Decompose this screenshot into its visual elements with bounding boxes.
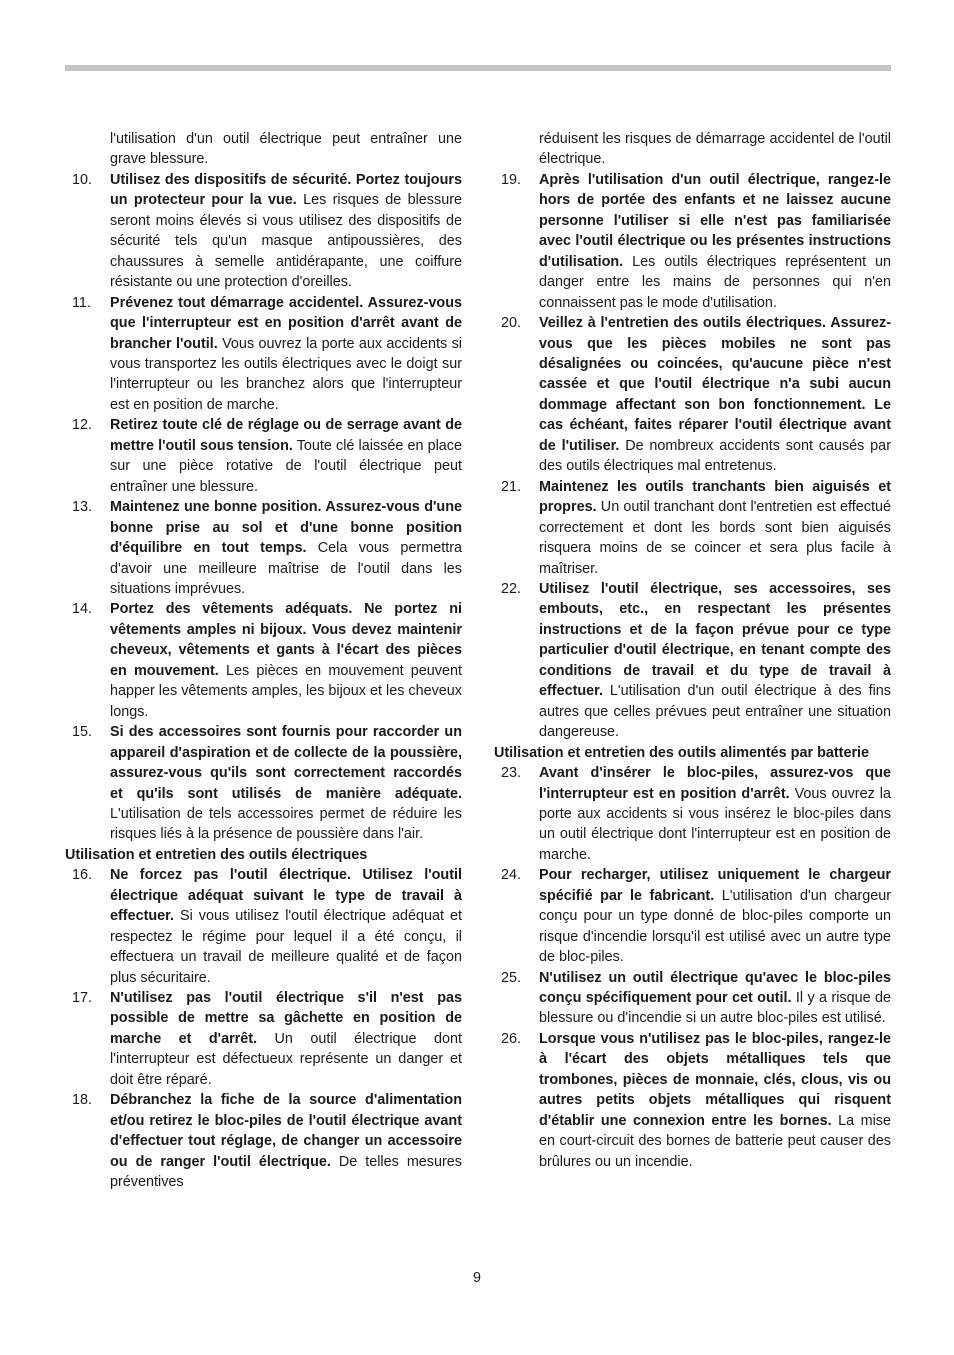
item-body <box>110 497 462 599</box>
item-text: L'utilisation de tels accessoires permet de réduire les risques liés à la présence de poussière dans l'air. <box>110 805 462 843</box>
item-body <box>110 293 462 416</box>
item-body <box>539 763 891 865</box>
safety-item <box>494 579 891 743</box>
left-column <box>65 129 462 1193</box>
safety-item <box>494 477 891 579</box>
item-body <box>110 988 462 1090</box>
item-bold-text: Utilisez des dispositifs de sécurité. Portez toujours un protecteur pour la vue. <box>110 171 462 209</box>
item-bold-text: Portez des vêtements adéquats. Ne portez ni vêtements amples ni bijoux. Vous devez maintenir cheveux, vêtements et gants à l'écart des pièces en mouvement. <box>110 601 462 679</box>
item-text: Vous ouvrez la porte aux accidents si vous transportez les outils électriques avec le doigt sur l'interrupteur ou les branchez alors que l'interrupteur est en position de marche. <box>110 335 462 413</box>
item-bold-text: Utilisez l'outil électrique, ses accessoires, ses embouts, etc., en respectant les présentes instructions et de la façon prévue pour ce type particulier d'outil électrique, en tenant compte des conditions de travail et du type de travail à effectuer. <box>539 580 891 700</box>
item-bold-text: Veillez à l'entretien des outils électriques. Assurez-vous que les pièces mobiles ne sont pas désalignées ou coincées, qu'aucune pièce n'est cassée et que l'outil électrique n'a subi aucun dommage affectant son bon fonctionnement. Le cas échéant, faites réparer l'outil électrique avant de l'utiliser. <box>539 315 891 454</box>
page-number: 9 <box>472 1270 481 1286</box>
item-number: 26. <box>501 1030 522 1047</box>
item-number: 15. <box>72 724 93 741</box>
safety-item <box>494 865 891 967</box>
item-body <box>539 313 891 477</box>
item-bold-text: Prévenez tout démarrage accidentel. Assurez-vous que l'interrupteur est en position d'arrêt avant de brancher l'outil. <box>110 294 462 352</box>
item-number: 23. <box>501 765 522 782</box>
item-body <box>539 579 891 743</box>
item-bold-text: N'utilisez pas l'outil électrique s'il n'est pas possible de mettre sa gâchette en position de marche et d'arrêt. <box>110 990 462 1047</box>
safety-item <box>65 170 462 293</box>
section-heading: Utilisation et entretien des outils électriques <box>65 846 368 863</box>
item-body <box>110 722 462 845</box>
item-number: 10. <box>72 171 93 188</box>
item-list <box>65 865 462 1192</box>
item-number: 22. <box>501 580 522 597</box>
item-body <box>110 599 462 722</box>
item-text: Les outils électriques représentent un danger entre les mains de personnes qui n'en connaissent pas le mode d'utilisation. <box>539 253 891 311</box>
item-text: La mise en court-circuit des bornes de batterie peut causer des brûlures ou un incendie. <box>539 1112 891 1170</box>
safety-item <box>65 722 462 845</box>
item-bold-text: Retirez toute clé de réglage ou de serrage avant de mettre l'outil sous tension. <box>110 417 462 454</box>
item-number: 14. <box>72 601 93 618</box>
item-text: De nombreux accidents sont causés par des outils électriques mal entretenus. <box>539 437 891 475</box>
item-bold-text: Débranchez la fiche de la source d'alimentation et/ou retirez le bloc-piles de l'outil électrique avant d'effectuer tout réglage, de changer un accessoire ou de ranger l'outil électrique. <box>110 1092 462 1170</box>
item-body <box>110 170 462 293</box>
safety-item <box>65 988 462 1090</box>
item-bold-text: Ne forcez pas l'outil électrique. Utilisez l'outil électrique adéquat suivant le type de travail à effectuer. <box>110 867 462 925</box>
safety-item <box>65 865 462 988</box>
continued-text: réduisent les risques de démarrage accidentel de l'outil électrique. <box>539 131 891 168</box>
safety-item <box>65 415 462 497</box>
item-body <box>539 968 891 1029</box>
item-number: 16. <box>72 867 93 884</box>
item-text: Les pièces en mouvement peuvent happer les vêtements amples, les bijoux et les cheveux longs. <box>110 662 462 720</box>
item-number: 18. <box>72 1092 93 1109</box>
item-number: 12. <box>72 417 93 434</box>
item-body <box>539 170 891 313</box>
item-text: Toute clé laissée en place sur une pièce rotative de l'outil électrique peut entraîner une blessure. <box>110 437 462 495</box>
item-bold-text: Pour recharger, utilisez uniquement le chargeur spécifié par le fabricant. <box>539 867 891 904</box>
item-body <box>110 865 462 988</box>
item-text: L'utilisation d'un outil électrique à des fins autres que celles prévues peut entraîner une situation dangereuse. <box>539 683 891 741</box>
section-heading: Utilisation et entretien des outils alimentés par batterie <box>494 744 870 761</box>
item-bold-text: Maintenez une bonne position. Assurez-vous d'une bonne prise au sol et d'une bonne position d'équilibre en tout temps. <box>110 499 462 557</box>
item-body <box>110 1090 462 1192</box>
safety-item <box>65 1090 462 1192</box>
item-text: Un outil tranchant dont l'entretien est effectué correctement et dont les bords sont bien aiguisés risquera moins de se coincer et sera plus facile à maîtriser. <box>539 499 891 577</box>
item-number: 17. <box>72 990 93 1007</box>
continued-text: l'utilisation d'un outil électrique peut entraîner une grave blessure. <box>110 131 462 168</box>
safety-item <box>494 763 891 865</box>
item-text: Vous ouvrez la porte aux accidents si vous insérez le bloc-piles dans un outil électrique dont l'interrupteur est en position de marche. <box>539 785 891 863</box>
item-list <box>494 170 891 743</box>
item-list <box>494 763 891 1172</box>
item-text: Un outil électrique dont l'interrupteur est défectueux représente un danger et doit être réparé. <box>110 1030 463 1088</box>
item-number: 11. <box>72 294 91 311</box>
item-bold-text: Maintenez les outils tranchants bien aiguisés et propres. <box>539 478 891 516</box>
item-text: Il y a risque de blessure ou d'incendie si un autre bloc-piles est utilisé. <box>539 990 891 1027</box>
item-text: Les risques de blessure seront moins élevés si vous utilisez des dispositifs de sécurité tels qu'un masque antipoussières, des chaussures à semelle antidérapante, une coiffure résistante ou une protection d'oreilles. <box>110 192 462 291</box>
item-body <box>539 865 891 967</box>
item-number: 19. <box>501 171 522 188</box>
item-body <box>539 477 891 579</box>
item-number: 13. <box>72 499 93 516</box>
item-text: Si vous utilisez l'outil électrique adéquat et respectez le régime pour lequel il a été conçu, il effectuera un travail de meilleure qualité et de façon plus sécuritaire. <box>110 908 462 986</box>
item-text: Cela vous permettra d'avoir une meilleure maîtrise de l'outil dans les situations imprévues. <box>110 540 462 597</box>
item-text: De telles mesures préventives <box>110 1153 462 1191</box>
safety-item <box>494 170 891 313</box>
safety-item <box>65 293 462 416</box>
safety-item <box>494 313 891 477</box>
header-rule <box>65 65 891 71</box>
safety-item <box>65 497 462 599</box>
item-number: 25. <box>501 969 522 986</box>
item-text: L'utilisation d'un chargeur conçu pour un type donné de bloc-piles comporte un risque d'incendie lorsqu'il est utilisé avec un autre type de bloc-piles. <box>539 887 891 966</box>
safety-item <box>65 599 462 722</box>
item-bold-text: Lorsque vous n'utilisez pas le bloc-piles, rangez-le à l'écart des objets métalliques tels que trombones, pièces de monnaie, clés, clous, vis ou autres petits objets métalliques qui risquent d'établir une connexion entre les bornes. <box>539 1030 891 1129</box>
item-bold-text: Après l'utilisation d'un outil électrique, rangez-le hors de portée des enfants et ne laissez aucune personne l'utiliser si elle n'est pas familiarisée avec l'outil électrique ou les présentes instructions d'utilisation. <box>539 171 891 270</box>
item-number: 20. <box>501 315 522 332</box>
item-list <box>65 170 462 845</box>
right-column <box>494 129 891 1172</box>
safety-item <box>494 1029 891 1172</box>
item-number: 24. <box>501 867 522 884</box>
item-bold-text: Avant d'insérer le bloc-piles, assurez-vos que l'interrupteur est en position d'arrêt. <box>539 765 891 802</box>
item-number: 21. <box>501 478 522 495</box>
item-bold-text: Si des accessoires sont fournis pour raccorder un appareil d'aspiration et de collecte de la poussière, assurez-vous qu'ils sont correctement raccordés et qu'ils sont utilisés de manière adéquate. <box>110 724 462 802</box>
safety-item <box>494 968 891 1029</box>
item-bold-text: N'utilisez un outil électrique qu'avec le bloc-piles conçu spécifiquement pour cet outil. <box>539 969 891 1007</box>
item-body <box>110 415 462 497</box>
item-body <box>539 1029 891 1172</box>
